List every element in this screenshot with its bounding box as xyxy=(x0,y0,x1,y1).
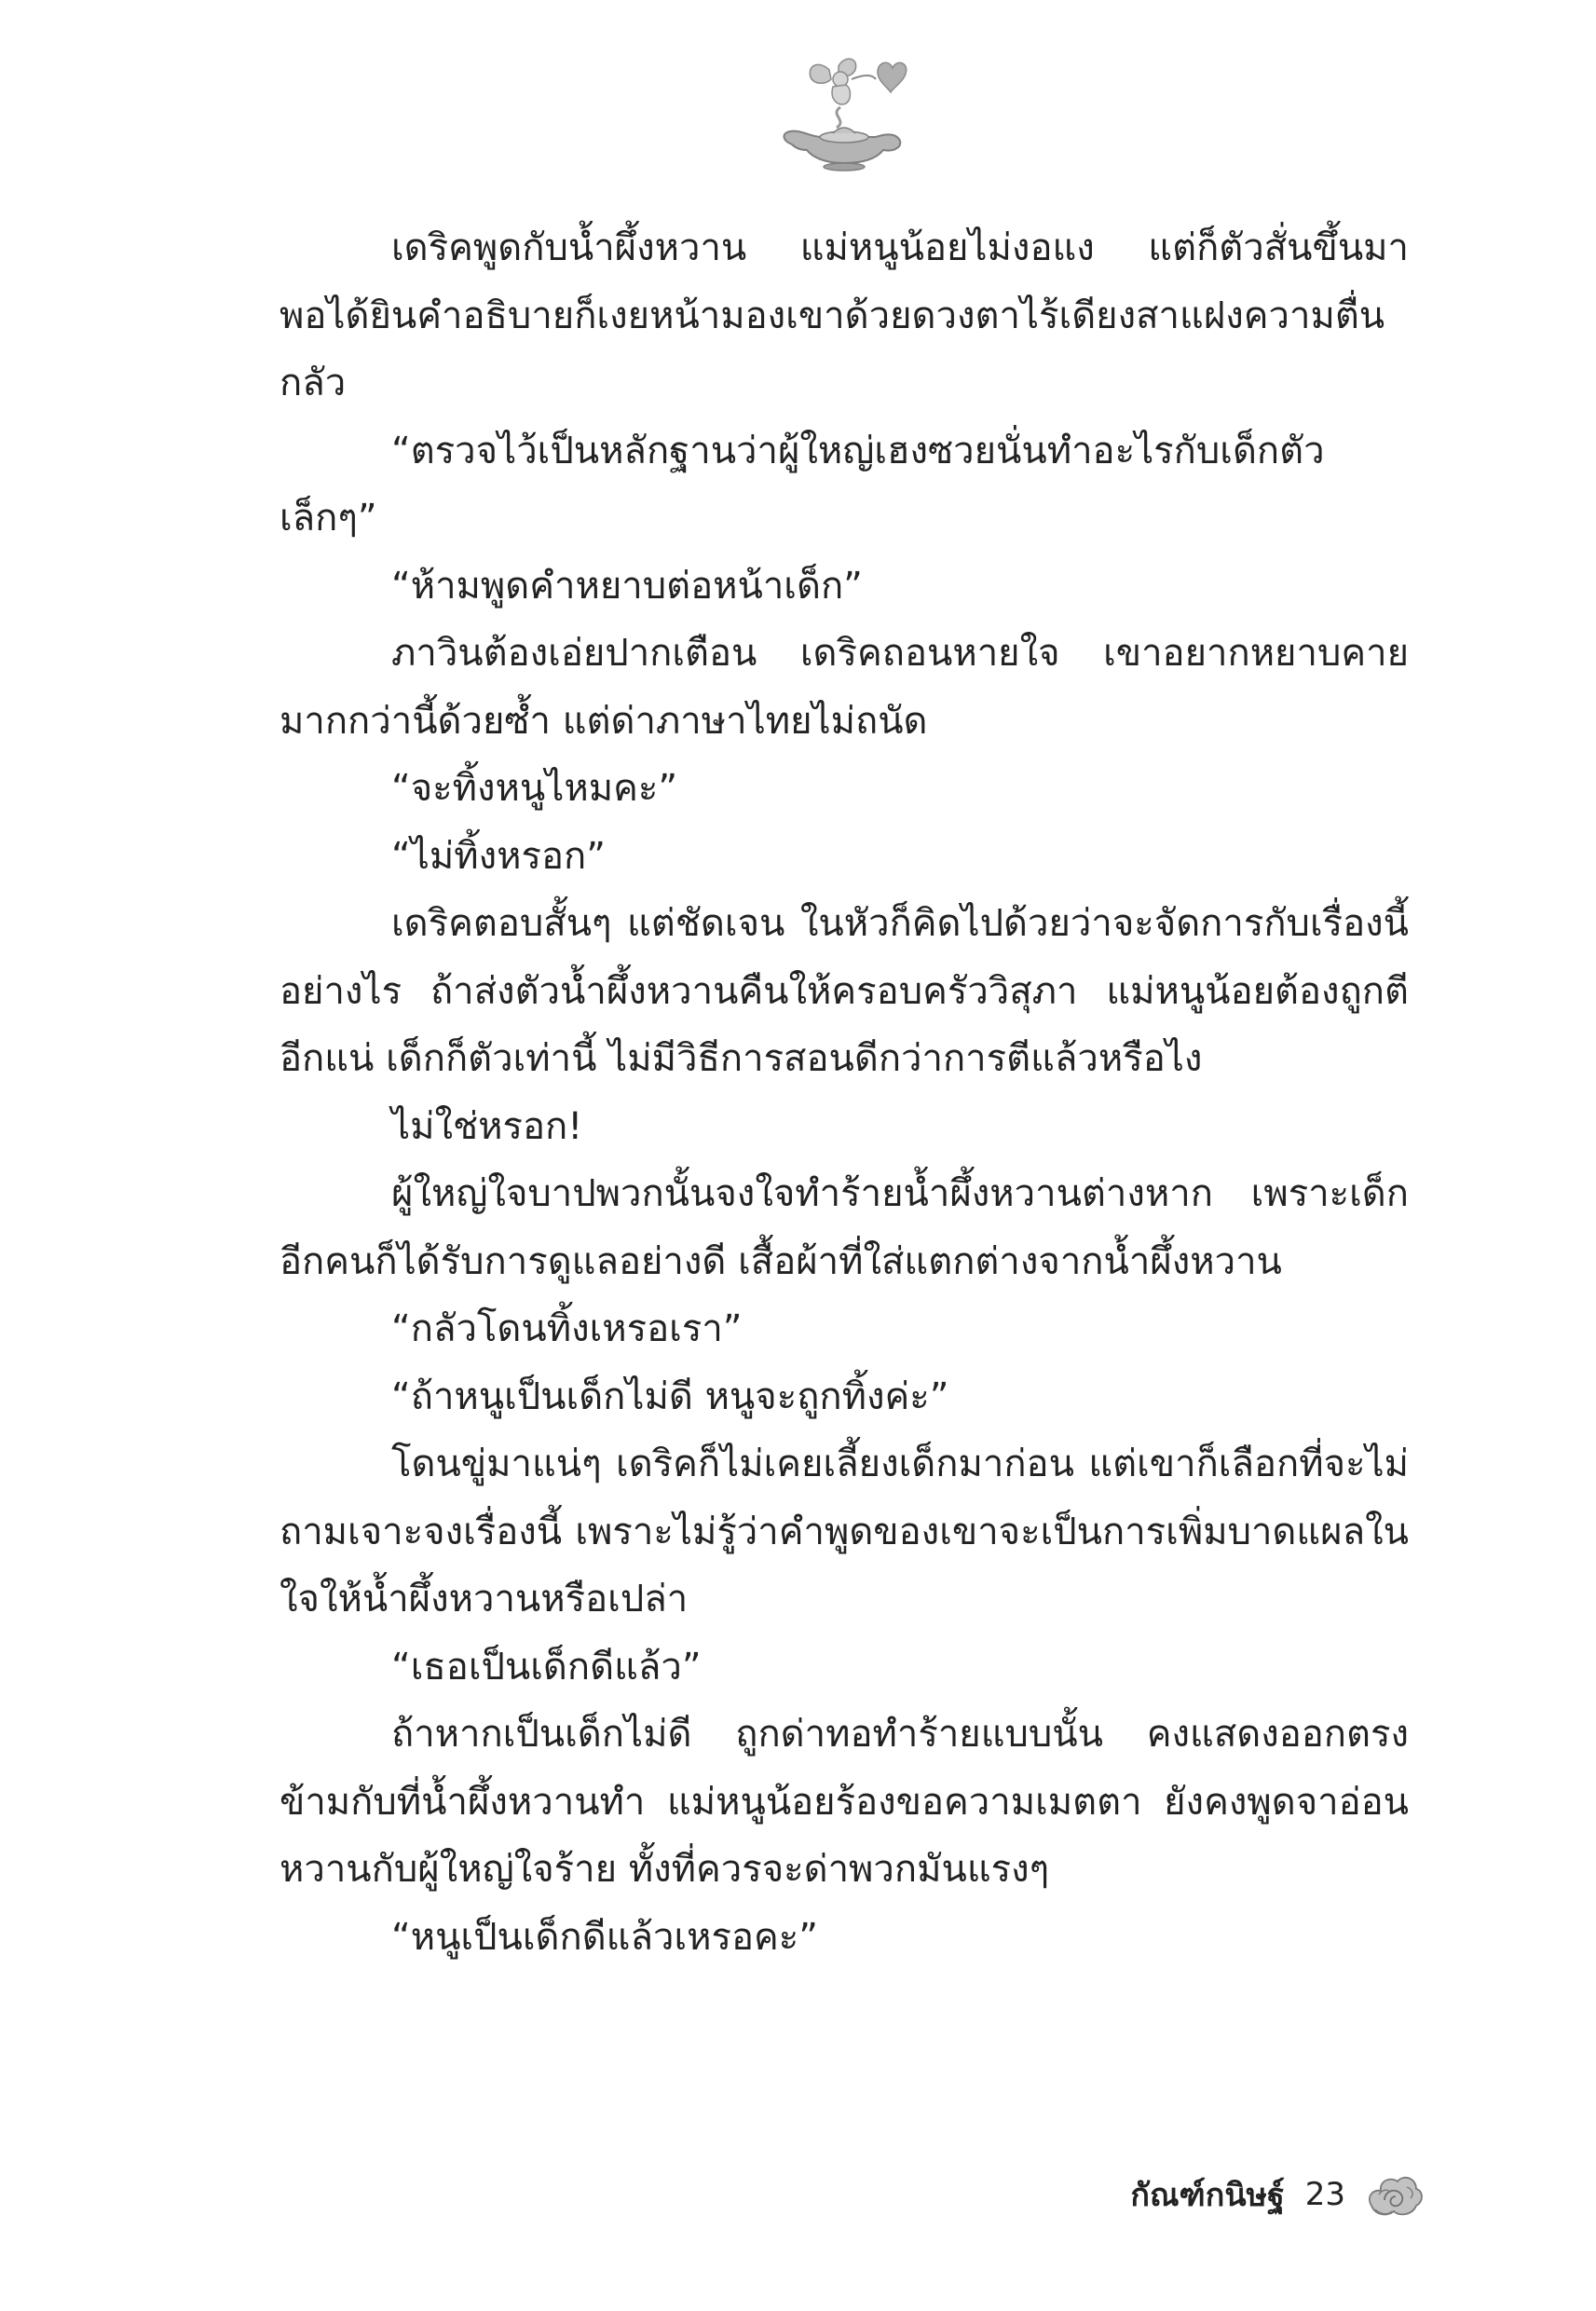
paragraph: เดริคพูดกับน้ำผึ้งหวาน แม่หนูน้อยไม่งอแง แต่ก็ตัวสั่นขึ้นมาพอได้ยินคำอธิบายก็เงยหน้ามองเขาด้วยดวงตาไร้เดียงสาแฝงความตื่นกลัว xyxy=(280,226,1409,404)
book-title: กัณฑ์กนิษฐ์ xyxy=(1130,2177,1285,2214)
paragraph: “ห้ามพูดคำหยาบต่อหน้าเด็ก” xyxy=(391,564,863,608)
body-text xyxy=(280,214,1409,1971)
paragraph: “ถ้าหนูเป็นเด็กไม่ดี หนูจะถูกทิ้งค่ะ” xyxy=(391,1374,949,1418)
paragraph: “ไม่ทิ้งหรอก” xyxy=(391,834,606,878)
paragraph: ผู้ใหญ่ใจบาปพวกนั้นจงใจทำร้ายน้ำผึ้งหวานต่างหาก เพราะเด็กอีกคนก็ได้รับการดูแลอย่างดี เสื้อผ้าที่ใส่แตกต่างจากน้ำผึ้งหวาน xyxy=(280,1172,1409,1283)
paragraph: ไม่ใช่หรอก! xyxy=(391,1104,583,1148)
paragraph: ภาวินต้องเอ่ยปากเตือน เดริคถอนหายใจ เขาอยากหยาบคายมากกว่านี้ด้วยซ้ำ แต่ด่าภาษาไทยไม่ถนัด xyxy=(280,632,1409,743)
paragraph: โดนขู่มาแน่ๆ เดริคก็ไม่เคยเลี้ยงเด็กมาก่อน แต่เขาก็เลือกที่จะไม่ถามเจาะจงเรื่องนี้ เพราะไม่รู้ว่าคำพูดของเขาจะเป็นการเพิ่มบาดแผลในใจให้น้ำผึ้งหวานหรือเปล่า xyxy=(280,1443,1409,1620)
paragraph: “เธอเป็นเด็กดีแล้ว” xyxy=(391,1645,702,1689)
rose-icon xyxy=(1364,2168,1425,2221)
page-number: 23 xyxy=(1304,2176,1345,2213)
paragraph: “จะทิ้งหนูไหมคะ” xyxy=(391,767,678,810)
paragraph: เดริคตอบสั้นๆ แต่ชัดเจน ในหัวก็คิดไปด้วยว่าจะจัดการกับเรื่องนี้อย่างไร ถ้าส่งตัวน้ำผึ้งหวานคืนให้ครอบครัววิสุภา แม่หนูน้อยต้องถูกตีอีกแน่ เด็กก็ตัวเท่านี้ ไม่มีวิธีการสอนดีกว่าการตีแล้วหรือไง xyxy=(280,902,1409,1080)
page-footer xyxy=(932,2162,1425,2227)
paragraph: “หนูเป็นเด็กดีแล้วเหรอคะ” xyxy=(391,1915,818,1959)
paragraph: “กลัวโดนทิ้งเหรอเรา” xyxy=(391,1307,743,1350)
paragraph: ถ้าหากเป็นเด็กไม่ดี ถูกด่าทอทำร้ายแบบนั้น คงแสดงออกตรงข้ามกับที่น้ำผึ้งหวานทำ แม่หนูน้อยร้องขอความเมตตา ยังคงพูดจาอ่อนหวานกับผู้ใหญ่ใจร้าย ทั้งที่ควรจะด่าพวกมันแรงๆ xyxy=(280,1713,1409,1891)
paragraph: “ตรวจไว้เป็นหลักฐานว่าผู้ใหญ่เฮงซวยนั่นทำอะไรกับเด็กตัวเล็กๆ” xyxy=(280,429,1325,540)
genie-lamp-ornament-icon xyxy=(773,51,913,172)
